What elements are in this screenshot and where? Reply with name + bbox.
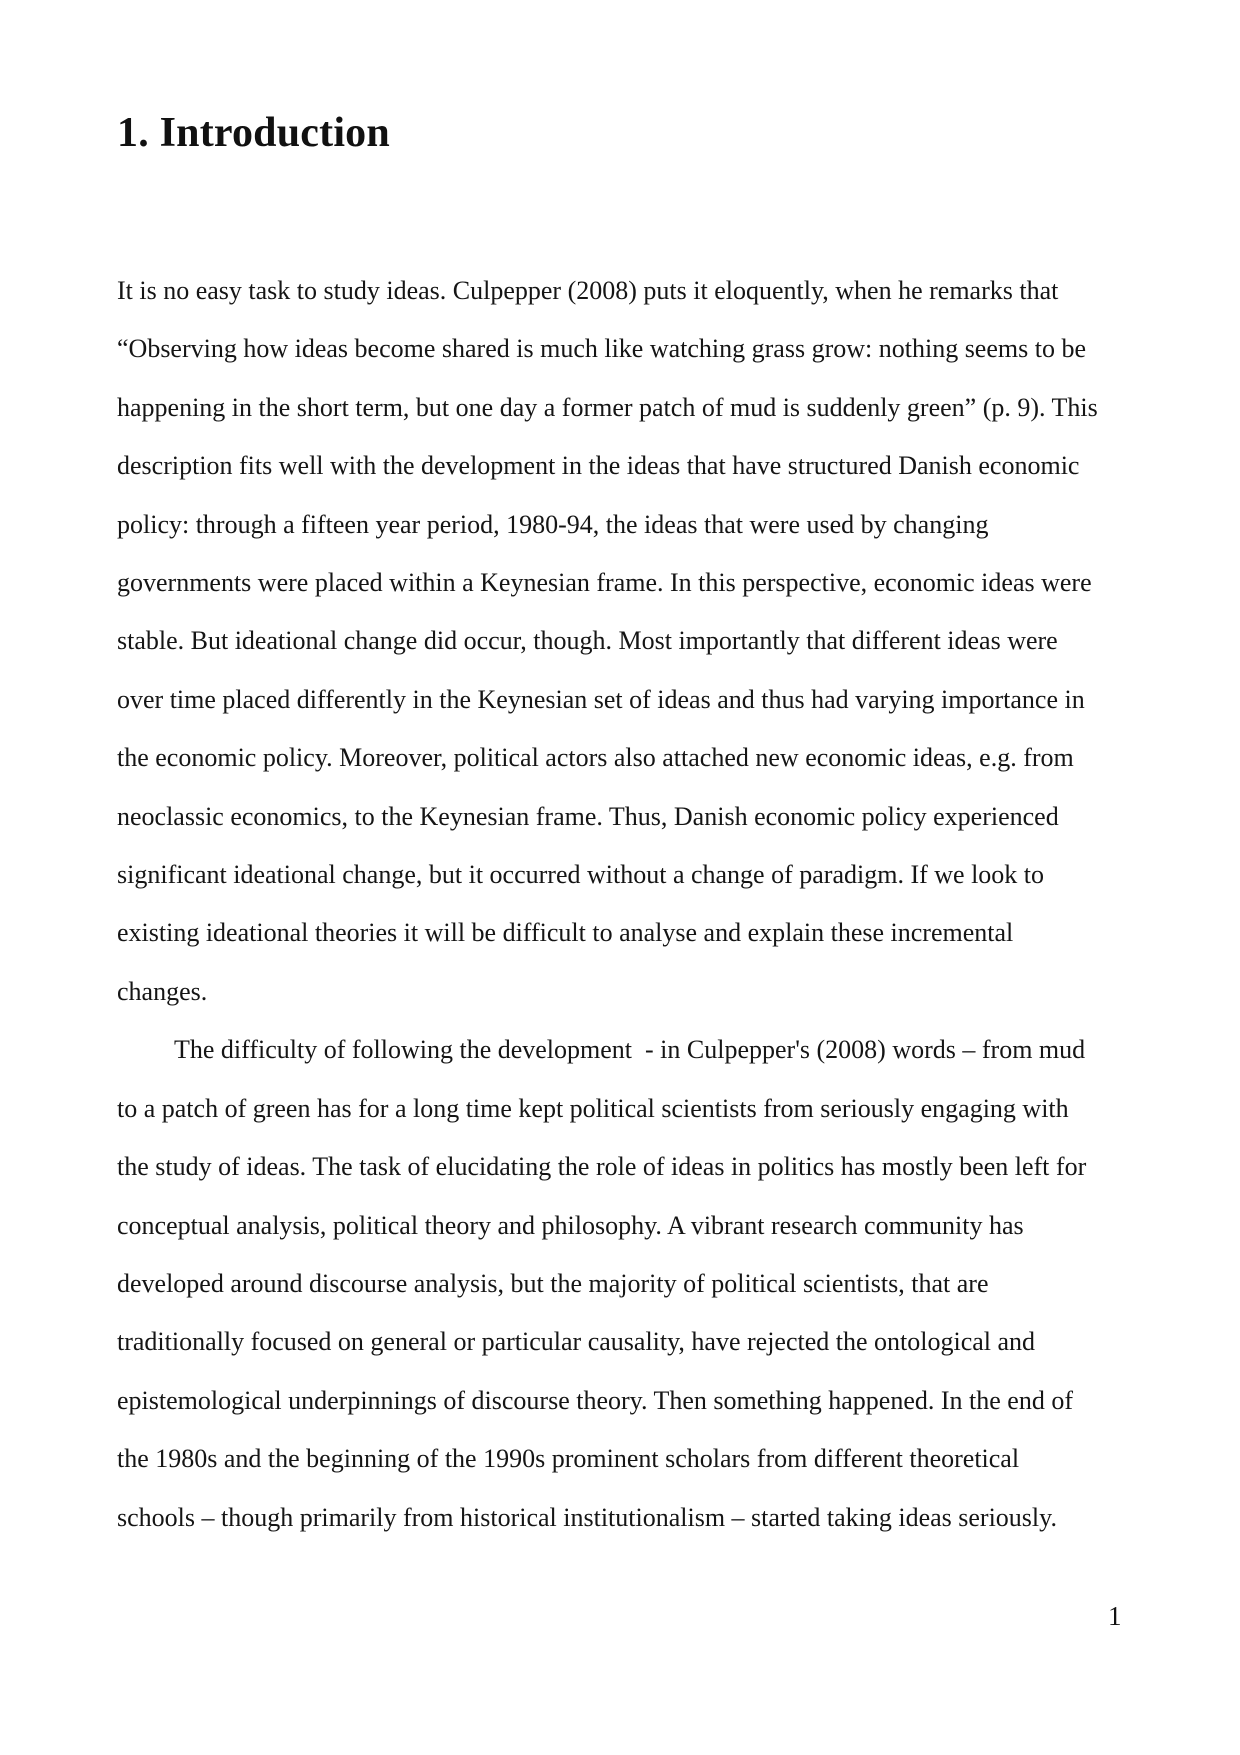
text-line: to a patch of green has for a long time kept political scientists from seriously engaging with [117,1093,1069,1123]
text-line: developed around discourse analysis, but the majority of political scientists, that are [117,1268,989,1298]
text-line: the study of ideas. The task of elucidating the role of ideas in politics has mostly been left for [117,1152,1087,1182]
text-line: conceptual analysis, political theory and philosophy. A vibrant research community has [117,1210,1024,1240]
text-line: description fits well with the development in the ideas that have structured Danish economic [117,451,1080,481]
page-number: 1 [1108,1601,1122,1631]
text-line: traditionally focused on general or particular causality, have rejected the ontological and [117,1327,1036,1357]
text-line: the economic policy. Moreover, political actors also attached new economic ideas, e.g. from [117,743,1074,773]
text-line: happening in the short term, but one day a former patch of mud is suddenly green” (p. 9). This [117,392,1098,422]
body-paragraphs [117,262,1098,1547]
text-line: stable. But ideational change did occur, though. Most importantly that different ideas were [117,626,1058,656]
text-line: schools – though primarily from historical institutionalism – started taking ideas seriously. [117,1502,1057,1532]
text-line: the 1980s and the beginning of the 1990s prominent scholars from different theoretical [117,1444,1020,1474]
text-line: governments were placed within a Keynesian frame. In this perspective, economic ideas were [117,568,1092,598]
text-line: changes. [117,976,208,1006]
text-line: It is no easy task to study ideas. Culpepper (2008) puts it eloquently, when he remarks that [117,276,1059,305]
text-line: neoclassic economics, to the Keynesian frame. Thus, Danish economic policy experienced [117,801,1059,831]
text-line: significant ideational change, but it occurred without a change of paradigm. If we look to [117,860,1045,890]
text-line: existing ideational theories it will be difficult to analyse and explain these incremental [117,918,1014,948]
section-heading: 1. Introduction [117,110,390,156]
text-line: epistemological underpinnings of discourse theory. Then something happened. In the end of [117,1385,1073,1415]
text-line: “Observing how ideas become shared is much like watching grass grow: nothing seems to be [117,334,1086,364]
text-line: over time placed differently in the Keynesian set of ideas and thus had varying importance in [117,684,1085,714]
text-line: The difficulty of following the development - in Culpepper's (2008) words – from mud [174,1035,1086,1065]
text-line: policy: through a fifteen year period, 1980-94, the ideas that were used by changing [117,509,989,539]
